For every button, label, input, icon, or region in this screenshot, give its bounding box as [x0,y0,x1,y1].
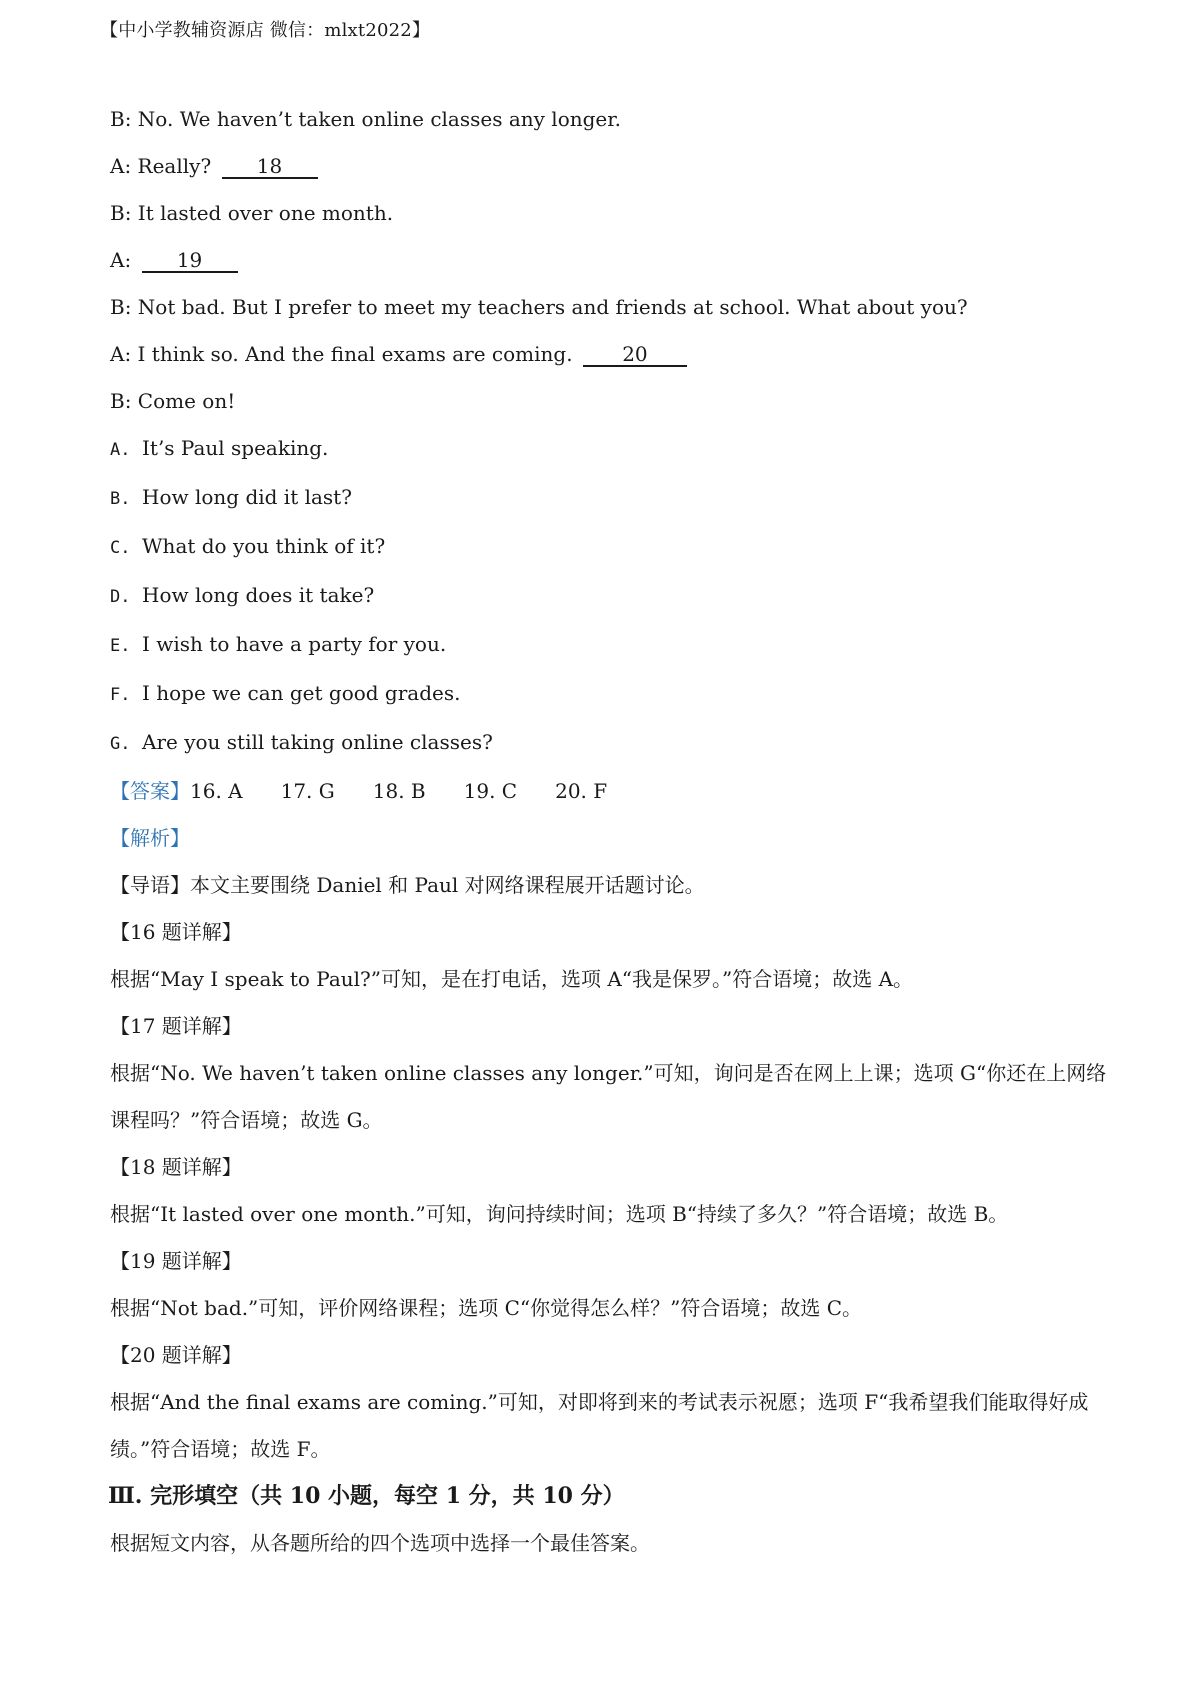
detail-heading: 【18 题详解】 [110,1155,242,1179]
detail-heading: 【19 题详解】 [110,1249,242,1273]
option-text: Are you still taking online classes? [142,730,493,754]
page-header: 【中小学教辅资源店 微信：mlxt2022】 [100,20,431,41]
option-letter: E. [110,636,131,656]
answer-line [110,768,1110,815]
dialogue-line [110,143,1110,190]
dialogue-prefix: A: Really? [110,154,218,178]
option-item [110,572,1110,621]
analysis-intro: 【导语】本文主要围绕 Daniel 和 Paul 对网络课程展开话题讨论。 [110,873,705,897]
answer-item: 19. C [463,779,518,803]
option-item [110,425,1110,474]
option-letter: F. [110,685,131,705]
option-text: It’s Paul speaking. [142,436,329,460]
detail-heading: 【16 题详解】 [110,920,242,944]
dialogue-line [110,237,1110,284]
option-letter: A. [110,440,131,460]
option-item [110,621,1110,670]
dialogue-line: B: No. We haven’t taken online classes any longer. [110,107,621,131]
detail-heading: 【17 题详解】 [110,1014,242,1038]
option-item [110,719,1110,768]
option-letter: B. [110,489,131,509]
answer-item: 20. F [555,779,608,803]
detail-text: 根据“May I speak to Paul?”可知，是在打电话，选项 A“我是保罗。”符合语境；故选 A。 [110,967,914,991]
option-item [110,670,1110,719]
option-text: I wish to have a party for you. [142,632,447,656]
option-item [110,523,1110,572]
option-text: How long did it last? [142,485,352,509]
blank-18: 18 [222,155,318,179]
answer-label: 【答案】 [110,779,190,803]
dialogue-line: B: Come on! [110,389,236,413]
detail-text: 根据“It lasted over one month.”可知，询问持续时间；选项 B“持续了多久？”符合语境；故选 B。 [110,1202,1009,1226]
answer-item: 17. G [280,779,335,803]
option-text: How long does it take? [142,583,375,607]
dialogue-line: B: It lasted over one month. [110,201,394,225]
option-letter: C. [110,538,131,558]
option-text: I hope we can get good grades. [142,681,461,705]
option-letter: D. [110,587,131,607]
detail-text: 根据“And the final exams are coming.”可知，对即将到来的考试表示祝愿；选项 F“我希望我们能取得好成绩。”符合语境；故选 F。 [110,1390,1089,1461]
answer-item: 16. A [190,779,243,803]
detail-text: 根据“Not bad.”可知，评价网络课程；选项 C“你觉得怎么样？”符合语境；故选 C。 [110,1296,863,1320]
section-title: Ⅲ. 完形填空（共 10 小题，每空 1 分，共 10 分） [108,1483,625,1509]
option-text: What do you think of it? [142,534,386,558]
dialogue-line [110,331,1110,378]
detail-heading: 【20 题详解】 [110,1343,242,1367]
dialogue-prefix: A: I think so. And the final exams are coming. [110,342,579,366]
dialogue-prefix: A: [110,248,138,272]
option-letter: G. [110,734,131,754]
blank-20: 20 [583,343,687,367]
section-instruction: 根据短文内容，从各题所给的四个选项中选择一个最佳答案。 [110,1531,650,1555]
page-content [110,96,1110,1567]
blank-19: 19 [142,249,238,273]
detail-text: 根据“No. We haven’t taken online classes any longer.”可知，询问是否在网上上课；选项 G“你还在上网络课程吗？”符合语境；故选 G。 [110,1061,1107,1132]
dialogue-line: B: Not bad. But I prefer to meet my teachers and friends at school. What about you? [110,295,968,319]
option-item [110,474,1110,523]
analysis-label: 【解析】 [110,826,190,850]
answer-item: 18. B [372,779,426,803]
